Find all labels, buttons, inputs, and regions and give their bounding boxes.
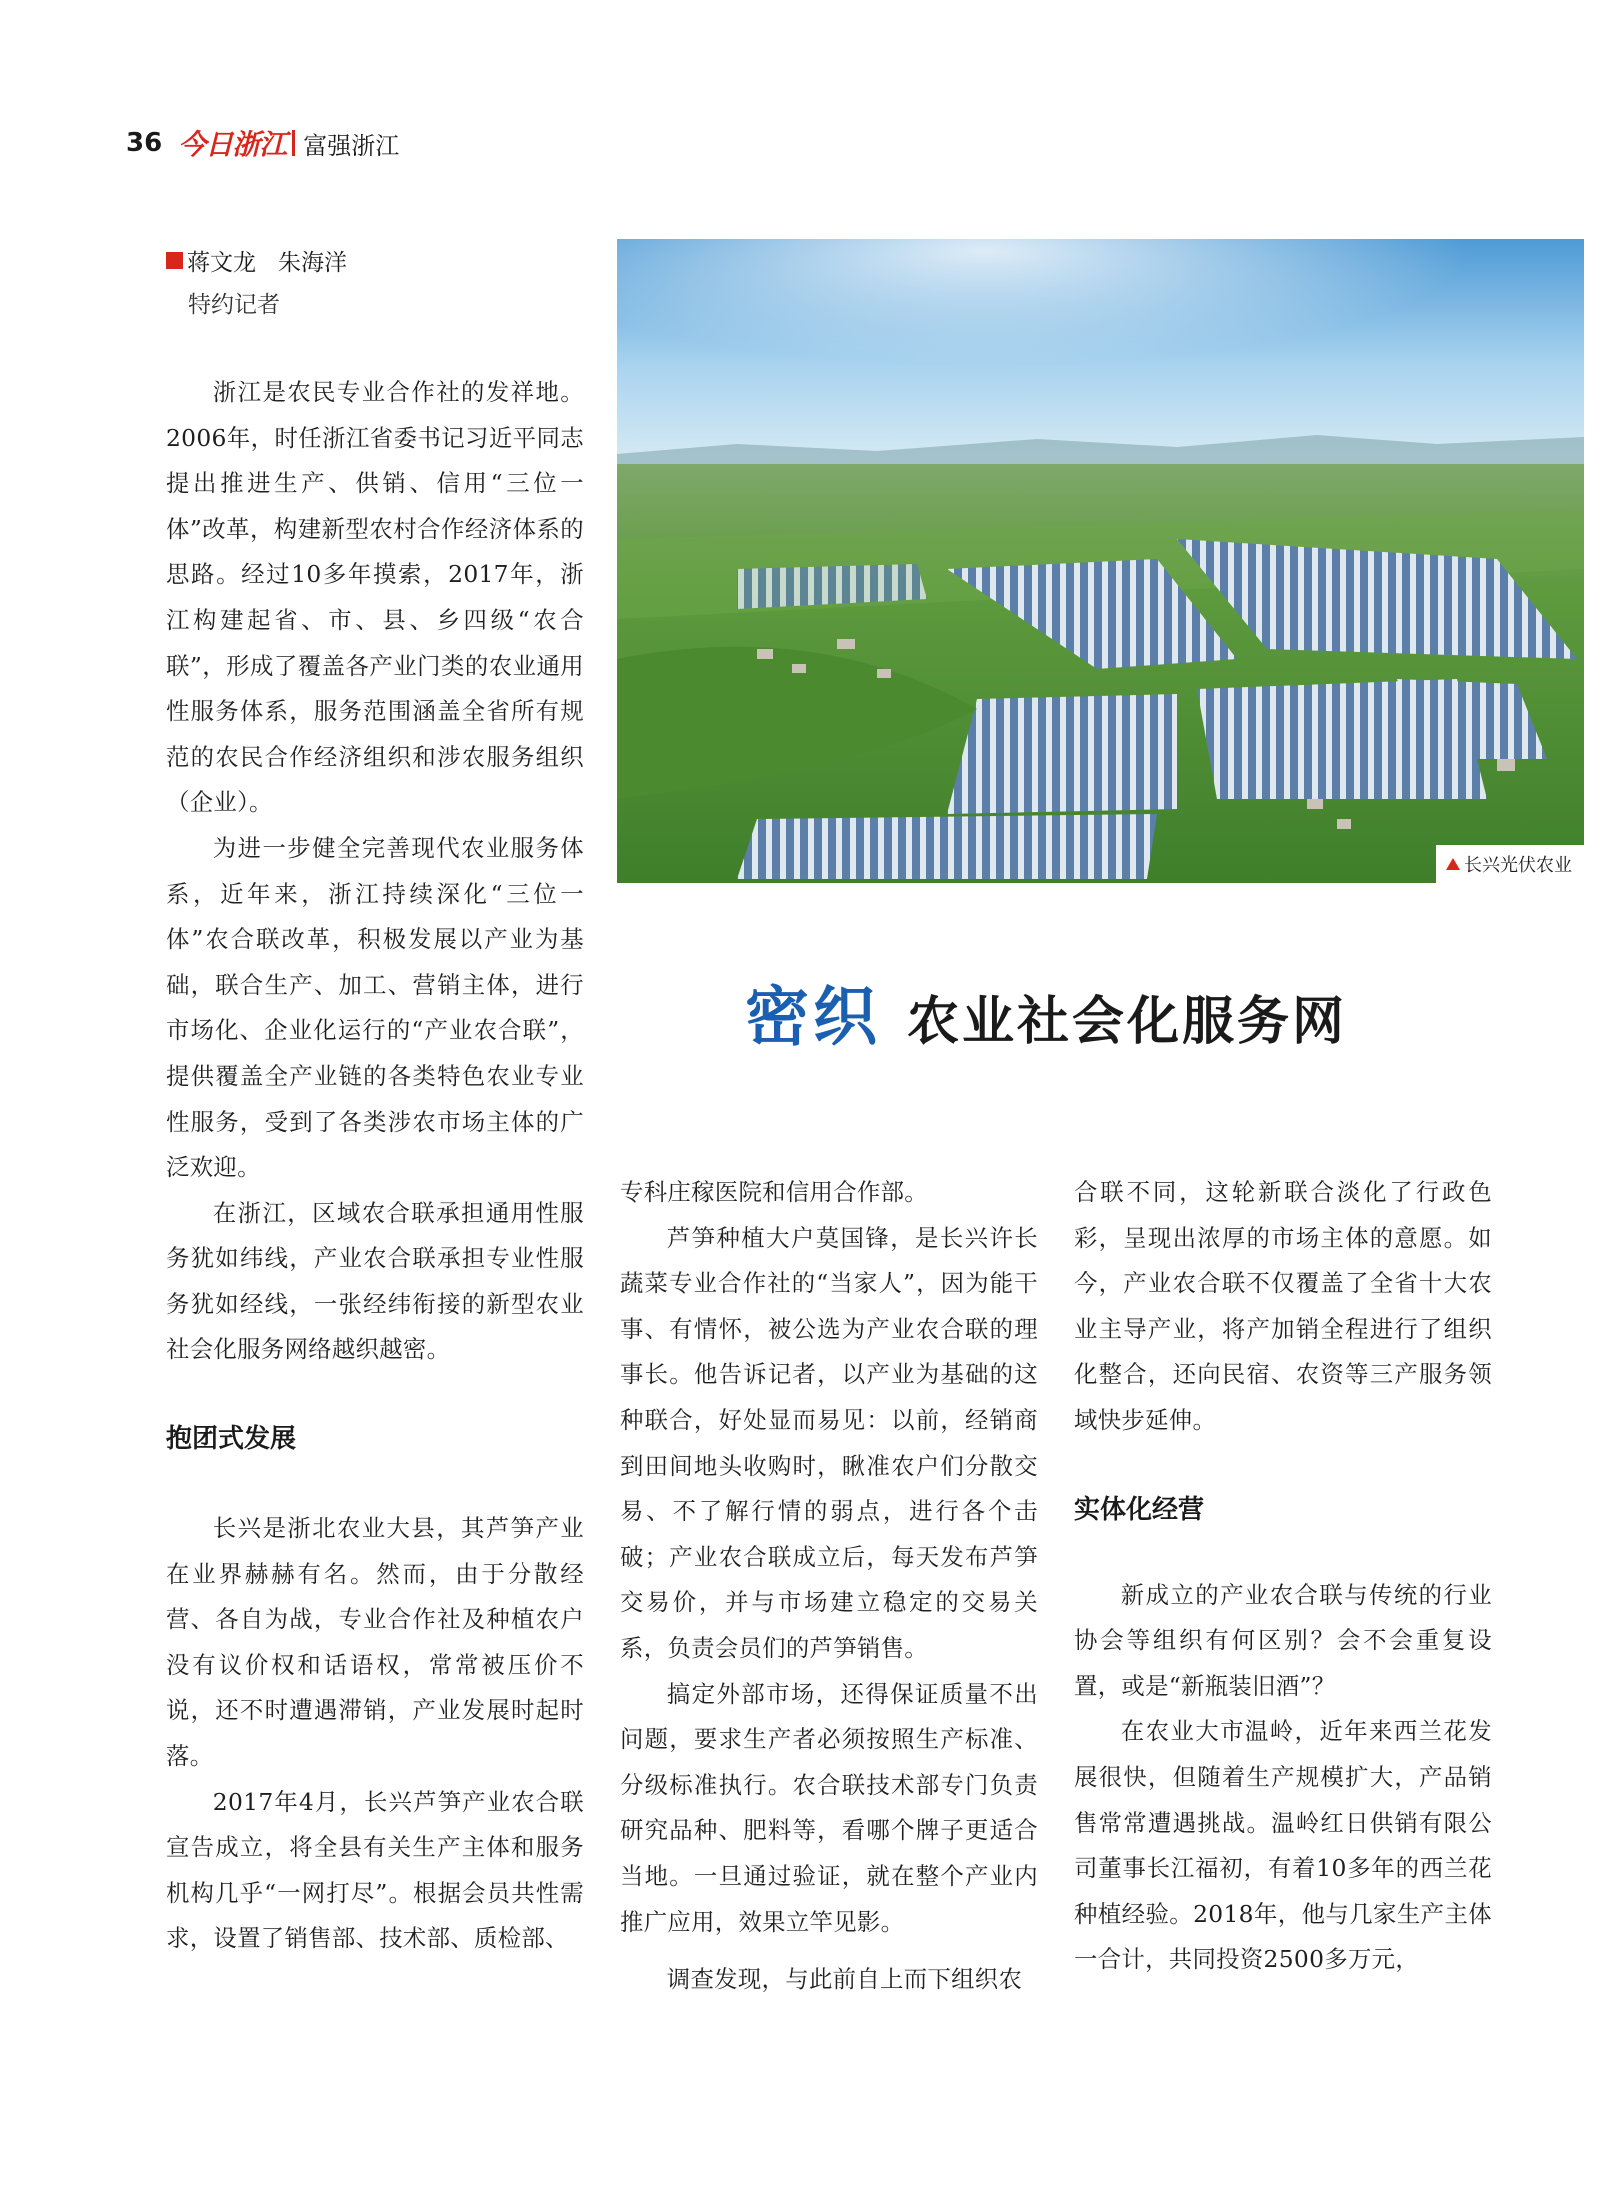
paragraph: 长兴是浙北农业大县，其芦笋产业在业界赫赫有名。然而，由于分散经营、各自为战，专业合作社及种植农户没有议价权和话语权，常常被压价不说，还不时遭遇滞销，产业发展时起时落。 bbox=[166, 1514, 584, 1771]
magazine-logo: 今日浙江 bbox=[178, 128, 287, 161]
paragraph: 在农业大市温岭，近年来西兰花发展很快，但随着生产规模扩大，产品销售常常遭遇挑战。温岭红日供销有限公司董事长江福初，有着10多年的西兰花种植经验。2018年，他与几家生产主体一合计，共同投资2500多万元， bbox=[1074, 1717, 1492, 1974]
article-column-3 bbox=[1074, 1170, 1492, 1983]
byline bbox=[166, 244, 347, 277]
subhead-baotuan: 抱团式发展 bbox=[166, 1424, 297, 1455]
photo-caption bbox=[1436, 845, 1584, 883]
section-name: 富强浙江 bbox=[303, 131, 400, 160]
photo-caption-text: 长兴光伏农业 bbox=[1464, 855, 1572, 876]
article-photo bbox=[617, 239, 1584, 883]
triangle-marker-icon bbox=[1446, 858, 1460, 870]
article-column-1 bbox=[166, 370, 584, 1962]
page-header bbox=[126, 125, 399, 161]
paragraph: 调查发现，与此前自上而下组织农 bbox=[666, 1965, 1023, 1994]
paragraph: 新成立的产业农合联与传统的行业协会等组织有何区别？会不会重复设置，或是“新瓶装旧酒”？ bbox=[1074, 1580, 1492, 1700]
title-rest: 农业社会化服务网 bbox=[907, 991, 1348, 1052]
author-1: 蒋文龙 bbox=[187, 250, 256, 276]
byline-marker-icon bbox=[166, 252, 183, 269]
paragraph: 芦笋种植大户莫国锋，是长兴许长蔬菜专业合作社的“当家人”，因为能干事、有情怀，被公选为产业农合联的理事长。他告诉记者，以产业为基础的这种联合，好处显而易见：以前，经销商到田间地头收购时，瞅准农户们分散交易、不了解行情的弱点，进行各个击破；产业农合联成立后，每天发布芦笋交易价，并与市场建立稳定的交易关系，负责会员们的芦笋销售。 bbox=[620, 1223, 1038, 1662]
paragraph: 2017年4月，长兴芦笋产业农合联宣告成立，将全县有关生产主体和服务机构几乎“一网打尽”。根据会员共性需求，设置了销售部、技术部、质检部、 bbox=[166, 1787, 584, 1953]
header-divider bbox=[292, 130, 295, 156]
subhead-shitihua: 实体化经营 bbox=[1074, 1494, 1205, 1525]
page-number: 36 bbox=[126, 128, 163, 158]
paragraph: 合联不同，这轮新联合淡化了行政色彩，呈现出浓厚的市场主体的意愿。如今，产业农合联不仅覆盖了全省十大农业主导产业，将产加销全程进行了组织化整合，还向民宿、农资等三产服务领域快步延伸。 bbox=[1074, 1178, 1492, 1434]
author-2: 朱海洋 bbox=[278, 250, 347, 276]
paragraph: 浙江是农民专业合作社的发祥地。2006年，时任浙江省委书记习近平同志提出推进生产、供销、信用“三位一体”改革，构建新型农村合作经济体系的思路。经过10多年摸索，2017年，浙江构建起省、市、县、乡四级“农合联”，形成了覆盖各产业门类的农业通用性服务体系，服务范围涵盖全省所有规范的农民合作经济组织和涉农服务组织（企业）。 bbox=[166, 378, 584, 817]
title-emphasis: 密织 bbox=[745, 981, 881, 1055]
article-title bbox=[745, 966, 1347, 1058]
article-column-2 bbox=[620, 1170, 1038, 2003]
paragraph: 专科庄稼医院和信用合作部。 bbox=[620, 1178, 928, 1206]
paragraph: 为进一步健全完善现代农业服务体系，近年来，浙江持续深化“三位一体”农合联改革，积极发展以产业为基础，联合生产、加工、营销主体，进行市场化、企业化运行的“产业农合联”，提供覆盖全产业链的各类特色农业专业性服务，受到了各类涉农市场主体的广泛欢迎。 bbox=[166, 833, 584, 1182]
paragraph: 搞定外部市场，还得保证质量不出问题，要求生产者必须按照生产标准、分级标准执行。农合联技术部专门负责研究品种、肥料等，看哪个牌子更适合当地。一旦通过验证，就在整个产业内推广应用，效果立竿见影。 bbox=[620, 1679, 1038, 1936]
aerial-farm-image bbox=[617, 239, 1584, 883]
paragraph: 在浙江，区域农合联承担通用性服务犹如纬线，产业农合联承担专业性服务犹如经线，一张经纬衔接的新型农业社会化服务网络越织越密。 bbox=[166, 1198, 584, 1364]
byline-role: 特约记者 bbox=[188, 292, 280, 318]
